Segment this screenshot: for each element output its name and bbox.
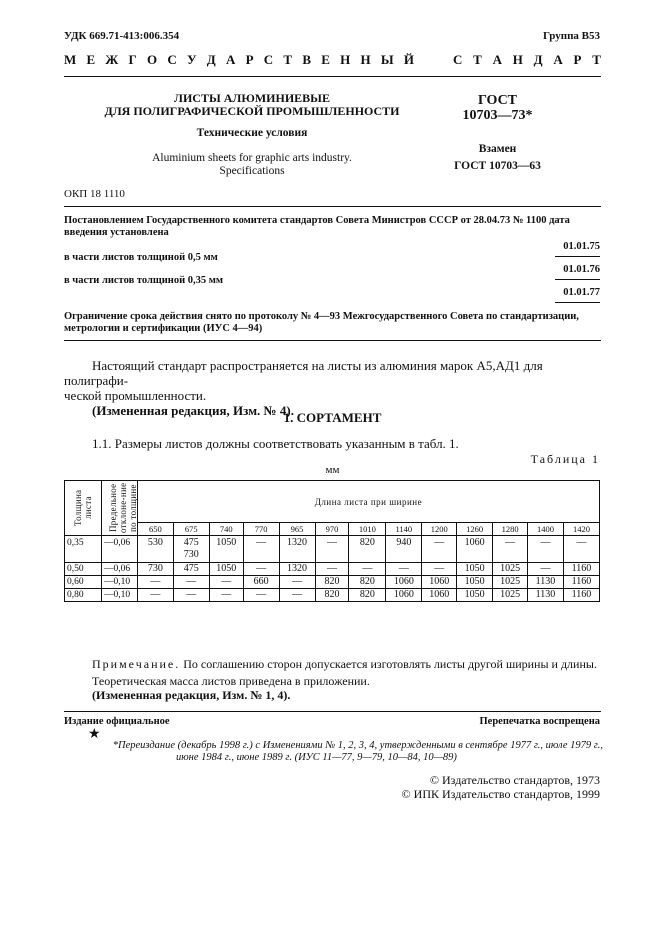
length-cell: 1060 bbox=[422, 589, 457, 602]
reissue-line1: *Переиздание (декабрь 1998 г.) с Изменениями № 1, 2, 3, 4, утвержденными в сентябре 1977 г., июле 1979 г., bbox=[112, 740, 603, 751]
length-cell: 1060 bbox=[386, 589, 422, 602]
title-en-line2: Specifications bbox=[219, 165, 285, 177]
width-header-cell: 740 bbox=[209, 523, 243, 536]
group-code: Группа В53 bbox=[542, 30, 600, 42]
length-cell: — bbox=[243, 563, 279, 576]
table-row bbox=[65, 563, 600, 576]
width-header-cell: 1400 bbox=[528, 523, 564, 536]
date-1-underline bbox=[555, 256, 600, 257]
note bbox=[92, 657, 597, 672]
decree-divider bbox=[64, 340, 601, 341]
gost-designation bbox=[440, 93, 555, 123]
length-cell: 820 bbox=[349, 576, 386, 589]
date-2: 01.01.76 bbox=[563, 264, 600, 275]
banner-right-letter: А bbox=[492, 52, 502, 67]
mass-text: Теоретическая масса листов приведена в приложении. bbox=[92, 674, 370, 688]
header-widths-row bbox=[65, 523, 600, 536]
length-cell: 1160 bbox=[563, 589, 599, 602]
replaces-label: Взамен bbox=[478, 143, 517, 155]
banner-right-letter: Д bbox=[533, 52, 543, 67]
width-header-cell: 675 bbox=[173, 523, 209, 536]
length-cell: — bbox=[422, 536, 457, 563]
gost-label: ГОСТ bbox=[477, 93, 518, 108]
length-cell: 1050 bbox=[457, 563, 493, 576]
banner-left-letter: Ж bbox=[105, 52, 119, 67]
banner-interstate bbox=[64, 52, 414, 68]
reissue-note bbox=[64, 740, 601, 764]
length-cell: — bbox=[173, 576, 209, 589]
paragraph-1-1: 1.1. Размеры листов должны соответствовать указанным в табл. 1. bbox=[92, 436, 459, 451]
reissue-line2: июне 1984 г., июне 1989 г. (ИУС 11—77, 9—79, 10—84, 10—89) bbox=[176, 752, 457, 763]
thickness-cell: 0,60 bbox=[65, 576, 102, 589]
deviation-cell: —0,10 bbox=[101, 576, 137, 589]
banner-left-letter: Г bbox=[128, 52, 137, 67]
length-cell: — bbox=[209, 589, 243, 602]
header-divider bbox=[64, 76, 601, 77]
banner-left-letter: Н bbox=[340, 52, 351, 67]
length-cell: — bbox=[315, 563, 349, 576]
banner-standard bbox=[453, 52, 601, 68]
okp-code: ОКП 18 1110 bbox=[64, 188, 125, 200]
length-cell: 1060 bbox=[457, 536, 493, 563]
width-header-cell: 650 bbox=[137, 523, 173, 536]
banner-left-letter: Й bbox=[403, 52, 414, 67]
length-cell: 1050 bbox=[457, 589, 493, 602]
width-header-cell: 770 bbox=[243, 523, 279, 536]
banner-left-letter: В bbox=[302, 52, 311, 67]
length-cell: 660 bbox=[243, 576, 279, 589]
header-length-group: Длина листа при ширине bbox=[137, 481, 599, 523]
banner-left-letter: Е bbox=[86, 52, 96, 67]
copyright-1999: © ИПК Издательство стандартов, 1999 bbox=[401, 787, 600, 801]
intro-paragraph bbox=[64, 358, 601, 418]
length-cell: — bbox=[243, 536, 279, 563]
copyright-1973: © Издательство стандартов, 1973 bbox=[429, 773, 600, 787]
banner-left-letter: Т bbox=[283, 52, 293, 67]
star-icon: ★ bbox=[88, 727, 101, 742]
date-3-underline bbox=[555, 302, 600, 303]
length-cell: — bbox=[279, 589, 315, 602]
table-row bbox=[65, 589, 600, 602]
thickness-cell: 0,80 bbox=[65, 589, 102, 602]
length-cell: 530 bbox=[137, 536, 173, 563]
part-2: в части листов толщиной 0,35 мм bbox=[64, 275, 224, 286]
header-thickness: Толщина листа bbox=[65, 481, 102, 536]
date-3: 01.01.77 bbox=[563, 287, 600, 298]
subtitle-ru: Технические условия bbox=[196, 127, 308, 139]
length-cell: 1050 bbox=[209, 536, 243, 563]
banner-right-letter: С bbox=[453, 52, 463, 67]
length-cell: — bbox=[173, 589, 209, 602]
note-label: Примечание. bbox=[92, 657, 181, 671]
title-ru-line2: ДЛЯ ПОЛИГРАФИЧЕСКОЙ ПРОМЫШЛЕННОСТИ bbox=[104, 104, 400, 118]
length-cell: 820 bbox=[315, 576, 349, 589]
width-header-cell: 1200 bbox=[422, 523, 457, 536]
banner-left-letter: М bbox=[64, 52, 77, 67]
width-header-cell: 1140 bbox=[386, 523, 422, 536]
length-cell: 1130 bbox=[528, 576, 564, 589]
title-en-line1: Aluminium sheets for graphic arts industry. bbox=[152, 152, 352, 164]
okp-divider bbox=[64, 206, 601, 207]
width-header-cell: 1260 bbox=[457, 523, 493, 536]
intro-line1: Настоящий стандарт распространяется на листы из алюминия марок А5,АД1 для полиграфи- bbox=[64, 358, 543, 388]
header-deviation: Предельное отклоне-ние по толщине bbox=[101, 481, 137, 536]
width-header-cell: 965 bbox=[279, 523, 315, 536]
length-cell: 1160 bbox=[563, 576, 599, 589]
limit-text bbox=[64, 311, 601, 335]
length-cell: — bbox=[137, 589, 173, 602]
gost-number: 10703—73* bbox=[462, 108, 533, 123]
length-cell: 475 bbox=[173, 563, 209, 576]
length-cell: 730 bbox=[137, 563, 173, 576]
length-cell: — bbox=[422, 563, 457, 576]
decree-line2: введения установлена bbox=[64, 227, 169, 238]
banner-left-letter: Е bbox=[321, 52, 330, 67]
title-en bbox=[64, 152, 440, 178]
banner-left-letter: С bbox=[167, 52, 177, 67]
banner-right-letter: Т bbox=[592, 52, 601, 67]
section-title: 1. СОРТАМЕНТ bbox=[283, 410, 382, 425]
length-cell: 940 bbox=[386, 536, 422, 563]
udk-code: УДК 669.71-413:006.354 bbox=[64, 30, 180, 42]
revision-1: (Измененная редакция, Изм. № 4). bbox=[92, 403, 294, 418]
deviation-cell: —0,06 bbox=[101, 563, 137, 576]
length-cell: 820 bbox=[349, 589, 386, 602]
banner-left-letter: Р bbox=[245, 52, 254, 67]
length-cell: 1050 bbox=[457, 576, 493, 589]
title-ru-line1: ЛИСТЫ АЛЮМИНИЕВЫЕ bbox=[174, 91, 330, 105]
table-row bbox=[65, 536, 600, 563]
length-cell: 1060 bbox=[422, 576, 457, 589]
length-cell: — bbox=[315, 536, 349, 563]
decree-line1: Постановлением Государственного комитета стандартов Совета Министров СССР от 28.04.73 № 1100 дата bbox=[64, 215, 570, 226]
banner bbox=[64, 52, 601, 68]
length-cell: 820 bbox=[315, 589, 349, 602]
width-header-cell: 970 bbox=[315, 523, 349, 536]
date-2-underline bbox=[555, 279, 600, 280]
length-cell: — bbox=[386, 563, 422, 576]
banner-left-letter: С bbox=[263, 52, 274, 67]
footer-divider bbox=[64, 711, 601, 712]
banner-left-letter: У bbox=[187, 52, 197, 67]
decree-text bbox=[64, 215, 601, 239]
banner-right-letter: Т bbox=[473, 52, 482, 67]
banner-right-letter: Н bbox=[512, 52, 523, 67]
length-cell: 1025 bbox=[493, 563, 528, 576]
deviation-cell: —0,06 bbox=[101, 536, 137, 563]
thickness-cell: 0,50 bbox=[65, 563, 102, 576]
banner-left-letter: О bbox=[147, 52, 158, 67]
length-cell: 1025 bbox=[493, 589, 528, 602]
banner-left-letter: Ы bbox=[380, 52, 394, 67]
limit-line1: Ограничение срока действия снято по протоколу № 4—93 Межгосударственного Совета по стандартизации, bbox=[64, 311, 579, 322]
length-cell: — bbox=[563, 536, 599, 563]
table-unit: мм bbox=[325, 464, 340, 476]
length-cell: — bbox=[209, 576, 243, 589]
length-cell: — bbox=[493, 536, 528, 563]
width-header-cell: 1010 bbox=[349, 523, 386, 536]
banner-left-letter: А bbox=[225, 52, 236, 67]
intro-line2: ческой промышленности. bbox=[64, 388, 207, 403]
banner-left-letter: Н bbox=[360, 52, 371, 67]
length-cell: 1320 bbox=[279, 563, 315, 576]
revision-2: (Измененная редакция, Изм. № 1, 4). bbox=[92, 688, 291, 702]
length-cell: — bbox=[528, 563, 564, 576]
length-cell: 1060 bbox=[386, 576, 422, 589]
date-1: 01.01.75 bbox=[563, 241, 600, 252]
deviation-cell: —0,10 bbox=[101, 589, 137, 602]
length-cell: — bbox=[137, 576, 173, 589]
reprint-prohibited: Перепечатка воспрещена bbox=[479, 716, 600, 727]
length-cell: 1130 bbox=[528, 589, 564, 602]
length-cell: 1025 bbox=[493, 576, 528, 589]
length-cell: 1050 bbox=[209, 563, 243, 576]
length-cell: 1160 bbox=[563, 563, 599, 576]
length-cell: 820 bbox=[349, 536, 386, 563]
length-cell: — bbox=[349, 563, 386, 576]
length-cell: — bbox=[279, 576, 315, 589]
official-edition: Издание официальное bbox=[64, 716, 170, 727]
note-text: По соглашению сторон допускается изготовлять листы другой ширины и длины. bbox=[183, 657, 597, 671]
limit-line2: метрологии и сертификации (ИУС 4—94) bbox=[64, 323, 263, 334]
part-1: в части листов толщиной 0,5 мм bbox=[64, 252, 218, 263]
banner-left-letter: Д bbox=[206, 52, 216, 67]
width-header-cell: 1420 bbox=[563, 523, 599, 536]
width-header-cell: 1280 bbox=[493, 523, 528, 536]
table-row bbox=[65, 576, 600, 589]
length-cell: 475 730 bbox=[173, 536, 209, 563]
title-ru bbox=[64, 92, 440, 118]
banner-right-letter: Р bbox=[573, 52, 582, 67]
length-cell: 1320 bbox=[279, 536, 315, 563]
length-cell: — bbox=[243, 589, 279, 602]
table-label: Таблица 1 bbox=[530, 452, 600, 466]
sizes-table bbox=[64, 480, 600, 602]
replaces-value: ГОСТ 10703—63 bbox=[454, 160, 541, 172]
replaces-block bbox=[440, 141, 555, 175]
banner-right-letter: А bbox=[553, 52, 563, 67]
thickness-cell: 0,35 bbox=[65, 536, 102, 563]
length-cell: — bbox=[528, 536, 564, 563]
